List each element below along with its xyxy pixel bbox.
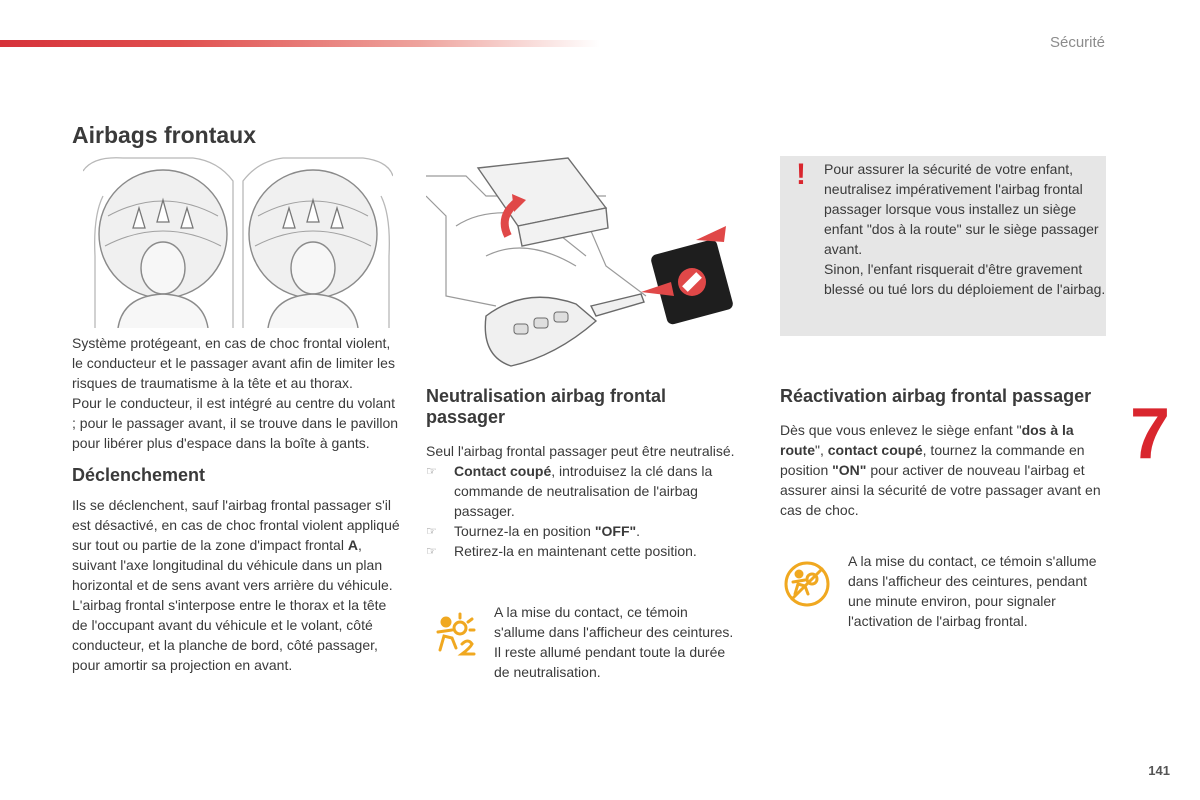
right-column — [780, 386, 1106, 520]
lamp-off-text: A la mise du contact, ce témoin s'allume dans l'afficheur des ceintures. Il reste allumé pendant toute la durée de neutralisation. — [494, 604, 734, 680]
header-accent-bar — [0, 40, 600, 47]
trigger-heading: Déclenchement — [72, 465, 206, 485]
left-column — [72, 333, 400, 675]
airbag-on-warning-icon — [783, 560, 831, 608]
lamp-on-text: A la mise du contact, ce témoin s'allume dans l'afficheur des ceintures, pendant une minute environ, pour signaler l'activation de l'airbag frontal. — [848, 553, 1097, 629]
hand-pointer-icon: ☞ — [426, 524, 437, 538]
list-item: ☞ Tournez-la en position "OFF". — [426, 523, 641, 539]
chapter-number: 7 — [1130, 394, 1171, 474]
neutralisation-steps — [426, 461, 746, 561]
intro-paragraph-2: Pour le conducteur, il est intégré au centre du volant ; pour le passager avant, il se trouve dans le pavillon pour libérer plus d'espace dans la boîte à gants. — [72, 395, 399, 451]
child-safety-warning-box — [780, 156, 1106, 336]
warning-icon: ! — [796, 158, 806, 191]
trigger-paragraph: Ils se déclenchent, sauf l'airbag frontal passager s'il est désactivé, en cas de choc frontal violent appliqué sur tout ou partie de la zone d'impact frontal A, suivant l'axe longitudinal du véhicule dans un plan horizontal et de sens avant vers arrière du véhicule. — [72, 497, 400, 593]
warning-text: Pour assurer la sécurité de votre enfant, neutralisez impérativement l'airbag frontal passager lorsque vous installez un siège enfant "dos à la route" sur le siège passager avant. Sinon, l'enfant risquerait d'être gravement blessé ou tué lors du déploiement de l'airbag. — [824, 161, 1106, 297]
reactivation-heading: Réactivation airbag frontal passager — [780, 386, 1092, 406]
reactivation-paragraph: Dès que vous enlevez le siège enfant "dos à la route", contact coupé, tournez la commande en position "ON" pour activer de nouveau l'airbag et assurer ainsi la sécurité de votre passager avant en cas de choc. — [780, 422, 1101, 518]
neutralisation-intro: Seul l'airbag frontal passager peut être neutralisé. — [426, 443, 735, 459]
trigger-paragraph-2: L'airbag frontal s'interpose entre le thorax et la tête de l'occupant avant du véhicule et le volant, côté conducteur, et la planche de bord, côté passager, pour amortir sa projection en avant. — [72, 597, 387, 673]
airbag-deployment-illustration — [83, 156, 393, 328]
hand-pointer-icon: ☞ — [426, 544, 437, 558]
page-number: 141 — [1148, 763, 1170, 778]
list-item: ☞ Retirez-la en maintenant cette position. — [426, 543, 697, 559]
section-name: Sécurité — [1049, 34, 1105, 51]
neutralisation-heading: Neutralisation airbag frontal passager — [426, 386, 667, 427]
airbag-off-warning-icon — [432, 612, 478, 658]
list-item: ☞ Contact coupé, introduisez la clé dans la commande de neutralisation de l'airbag passager. — [426, 463, 713, 519]
page-title: Airbags frontaux — [72, 122, 257, 148]
middle-column — [426, 386, 746, 561]
intro-paragraph: Système protégeant, en cas de choc frontal violent, le conducteur et le passager avant afin de limiter les risques de traumatisme à la tête et au thorax. — [72, 335, 395, 391]
hand-pointer-icon: ☞ — [426, 464, 437, 478]
key-switch-illustration — [426, 156, 738, 380]
